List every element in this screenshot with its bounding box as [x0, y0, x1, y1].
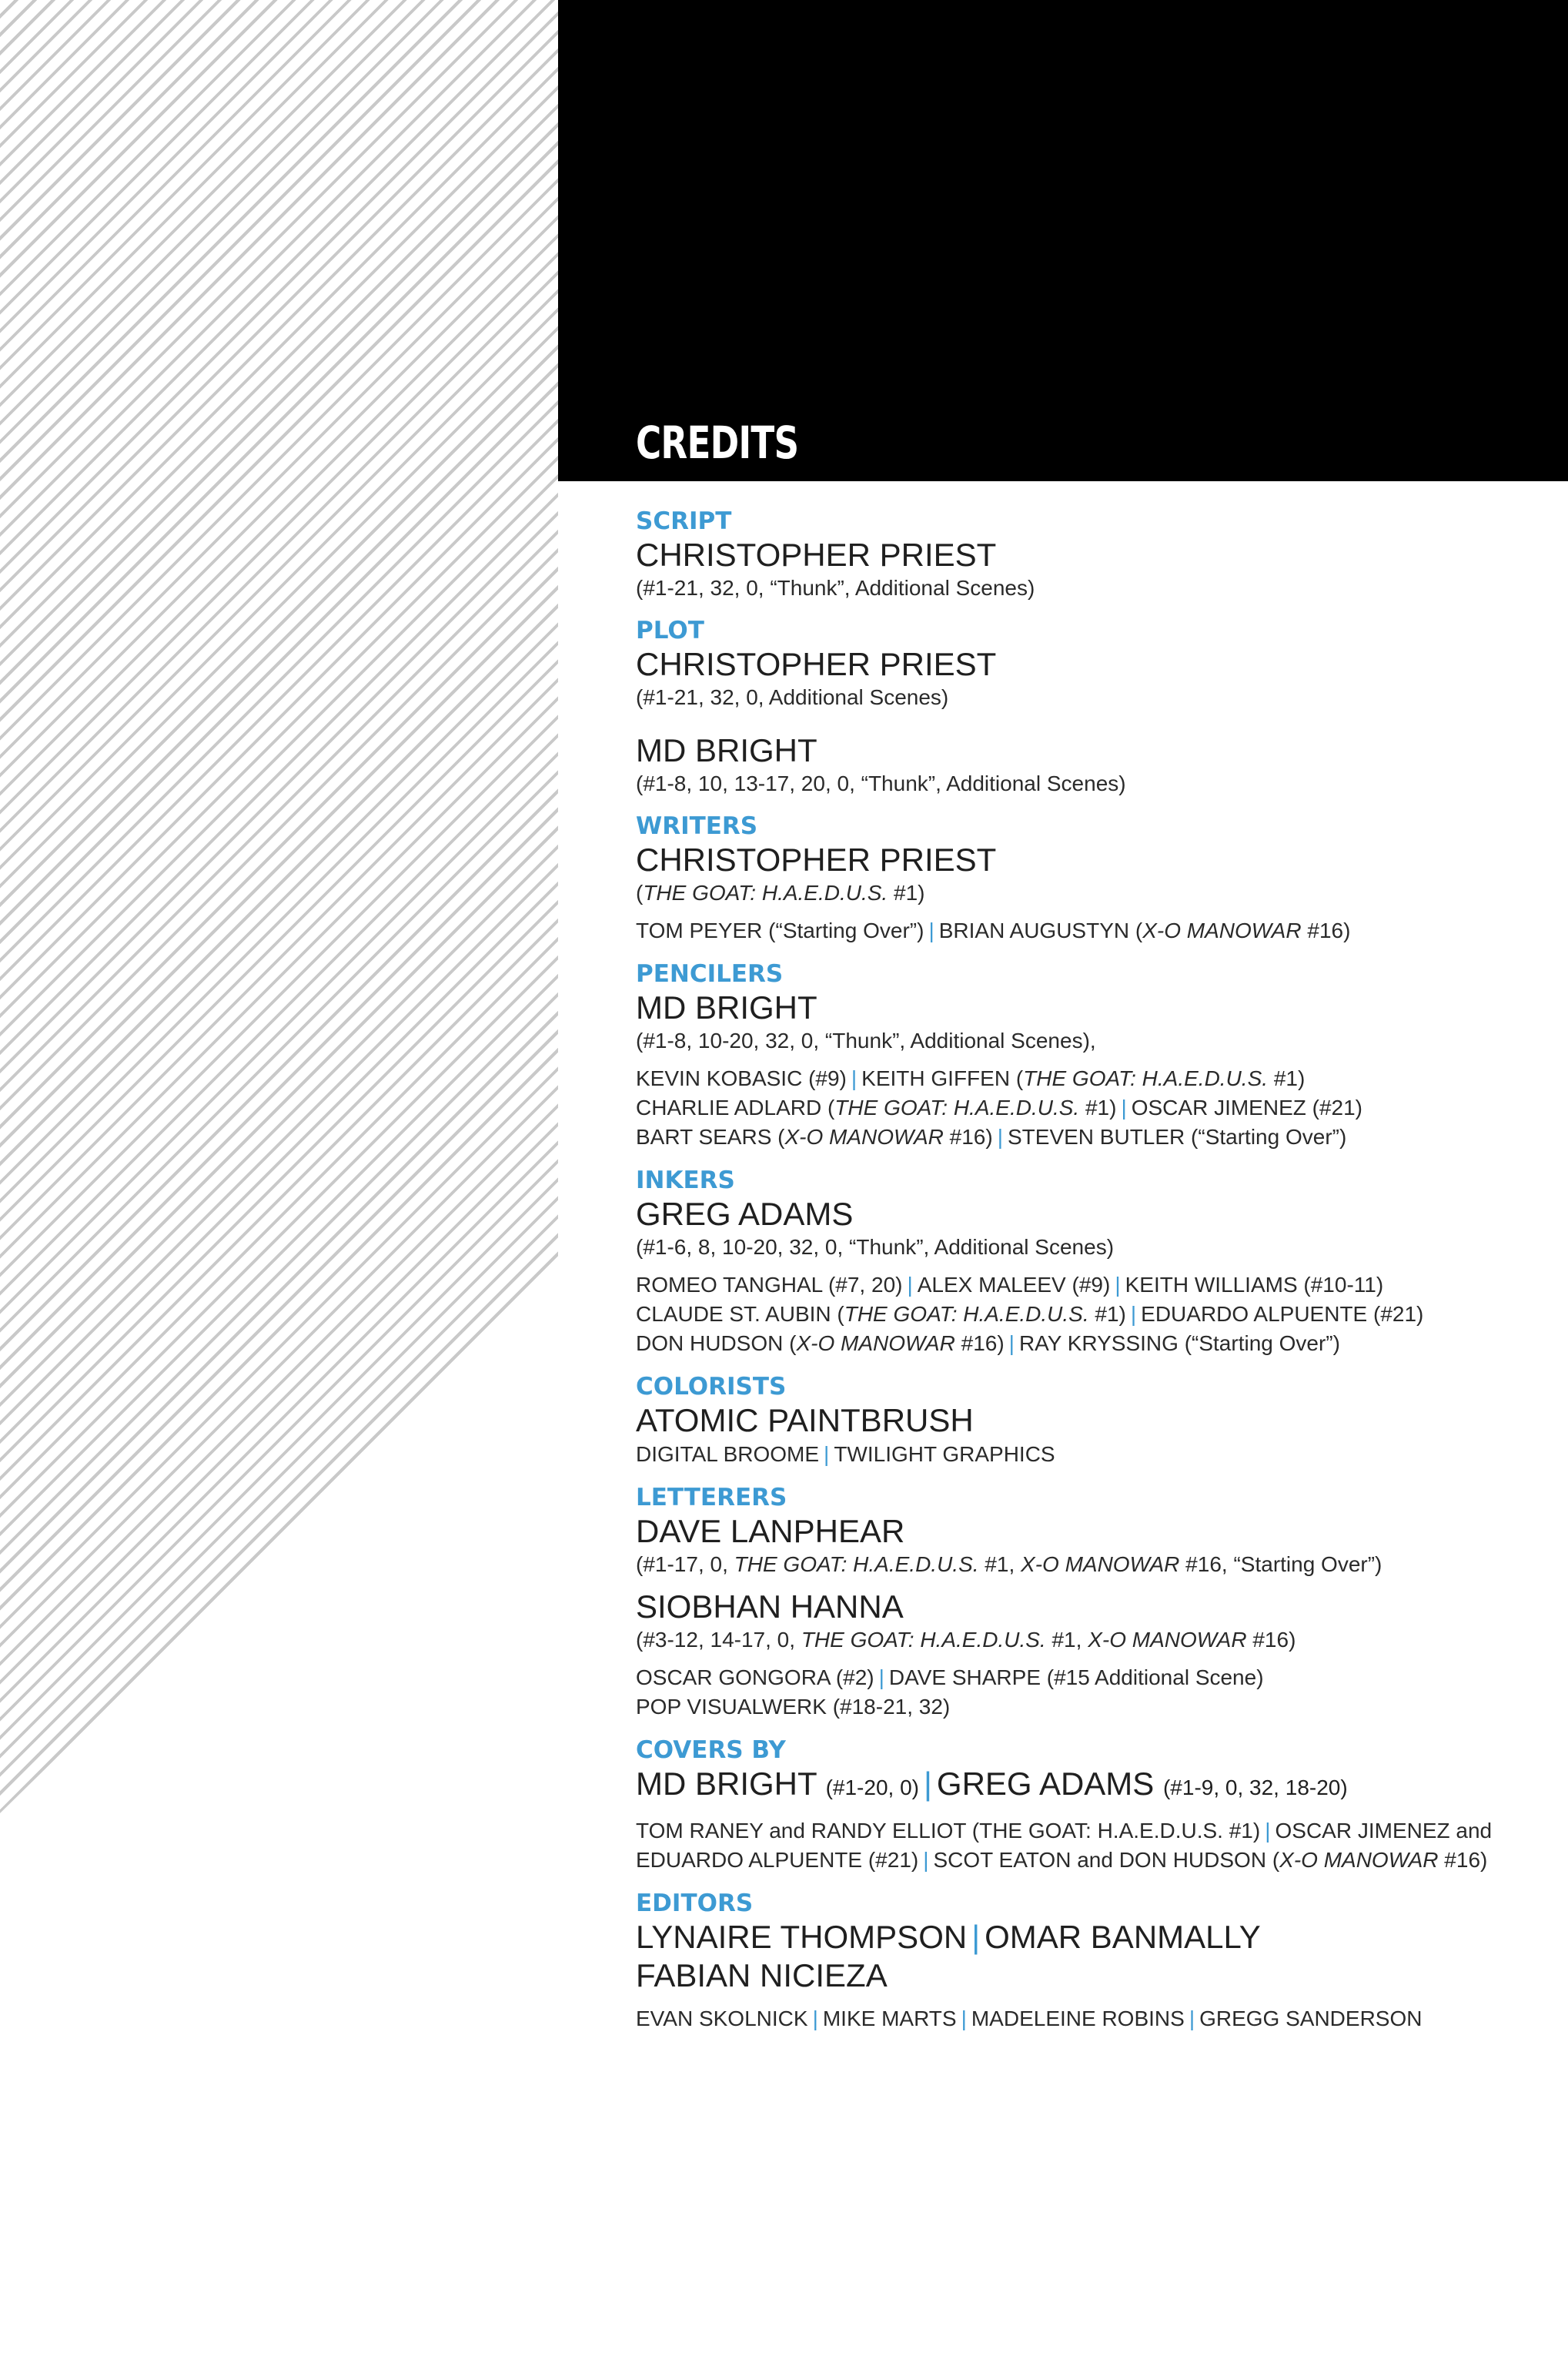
- header-bar: [558, 0, 1568, 481]
- section-editors: [636, 1889, 1521, 2033]
- diagonal-stripe-pattern: [0, 0, 558, 2353]
- section-pencilers: [636, 959, 1521, 1152]
- credit-name: GREG ADAMS: [636, 1196, 854, 1232]
- credit-line: POP VISUALWERK (#18-21, 32): [636, 1695, 951, 1719]
- credit-note: (#1-6, 8, 10-20, 32, 0, “Thunk”, Additional Scenes): [636, 1235, 1115, 1259]
- credit-name: CHRISTOPHER PRIEST: [636, 537, 997, 573]
- role-label: COLORISTS: [636, 1373, 787, 1401]
- credit-note: (#1-8, 10, 13-17, 20, 0, “Thunk”, Additional Scenes): [636, 772, 1126, 795]
- credit-line: DON HUDSON (X-O MANOWAR #16) | RAY KRYSSING (“Starting Over”): [636, 1331, 1340, 1355]
- credit-line: CHARLIE ADLARD (THE GOAT: H.A.E.D.U.S. #1) | OSCAR JIMENEZ (#21): [636, 1096, 1362, 1120]
- credit-name: MD BRIGHT: [636, 989, 817, 1026]
- credit-name: MD BRIGHT (#1-20, 0) | GREG ADAMS (#1-9, 0, 32, 18-20): [636, 1766, 1348, 1802]
- credit-name: DAVE LANPHEAR: [636, 1513, 905, 1549]
- section-plot: [636, 616, 1521, 798]
- credit-line: TOM PEYER (“Starting Over”) | BRIAN AUGUSTYN (X-O MANOWAR #16): [636, 919, 1351, 942]
- section-letterers: [636, 1483, 1521, 1722]
- credit-name: CHRISTOPHER PRIEST: [636, 646, 997, 682]
- credit-name: ATOMIC PAINTBRUSH: [636, 1402, 974, 1438]
- credit-line: KEVIN KOBASIC (#9) | KEITH GIFFEN (THE GOAT: H.A.E.D.U.S. #1): [636, 1066, 1306, 1090]
- credit-note: (#1-17, 0, THE GOAT: H.A.E.D.U.S. #1, X-O MANOWAR #16, “Starting Over”): [636, 1552, 1382, 1576]
- role-label: SCRIPT: [636, 507, 732, 535]
- page-title: CREDITS: [636, 417, 799, 469]
- credit-line: CLAUDE ST. AUBIN (THE GOAT: H.A.E.D.U.S. #1) | EDUARDO ALPUENTE (#21): [636, 1302, 1424, 1326]
- section-script: [636, 507, 1521, 602]
- credit-line: DIGITAL BROOME | TWILIGHT GRAPHICS: [636, 1442, 1055, 1466]
- role-label: PLOT: [636, 617, 704, 644]
- section-covers: [636, 1735, 1521, 1875]
- credit-note: (THE GOAT: H.A.E.D.U.S. #1): [636, 881, 925, 905]
- role-label: INKERS: [636, 1166, 735, 1194]
- section-inkers: [636, 1166, 1521, 1358]
- credit-name: FABIAN NICIEZA: [636, 1957, 888, 1993]
- section-colorists: [636, 1372, 1521, 1469]
- credits-list: [636, 507, 1521, 2033]
- credit-name: MD BRIGHT: [636, 732, 817, 768]
- role-label: PENCILERS: [636, 960, 784, 988]
- credit-note: (#1-21, 32, 0, “Thunk”, Additional Scenes): [636, 576, 1035, 600]
- credit-note: (#1-21, 32, 0, Additional Scenes): [636, 685, 949, 709]
- role-label: COVERS BY: [636, 1736, 786, 1764]
- credit-name: SIOBHAN HANNA: [636, 1588, 904, 1625]
- role-label: LETTERERS: [636, 1484, 787, 1511]
- credit-note: (#3-12, 14-17, 0, THE GOAT: H.A.E.D.U.S. #1, X-O MANOWAR #16): [636, 1628, 1296, 1652]
- credit-name: LYNAIRE THOMPSON | OMAR BANMALLY: [636, 1919, 1261, 1955]
- credit-line: OSCAR GONGORA (#2) | DAVE SHARPE (#15 Additional Scene): [636, 1665, 1264, 1689]
- role-label: WRITERS: [636, 812, 758, 840]
- role-label: EDITORS: [636, 1889, 754, 1917]
- credit-name: CHRISTOPHER PRIEST: [636, 842, 997, 878]
- credit-line: EDUARDO ALPUENTE (#21) | SCOT EATON and DON HUDSON (X-O MANOWAR #16): [636, 1848, 1488, 1872]
- section-writers: [636, 812, 1521, 946]
- credit-line: TOM RANEY and RANDY ELLIOT (THE GOAT: H.A.E.D.U.S. #1) | OSCAR JIMENEZ and: [636, 1819, 1493, 1843]
- credit-line: EVAN SKOLNICK | MIKE MARTS | MADELEINE ROBINS | GREGG SANDERSON: [636, 2007, 1423, 2030]
- credit-note: (#1-8, 10-20, 32, 0, “Thunk”, Additional Scenes),: [636, 1029, 1096, 1053]
- credit-line: BART SEARS (X-O MANOWAR #16) | STEVEN BUTLER (“Starting Over”): [636, 1125, 1347, 1149]
- credit-line: ROMEO TANGHAL (#7, 20) | ALEX MALEEV (#9) | KEITH WILLIAMS (#10-11): [636, 1273, 1384, 1297]
